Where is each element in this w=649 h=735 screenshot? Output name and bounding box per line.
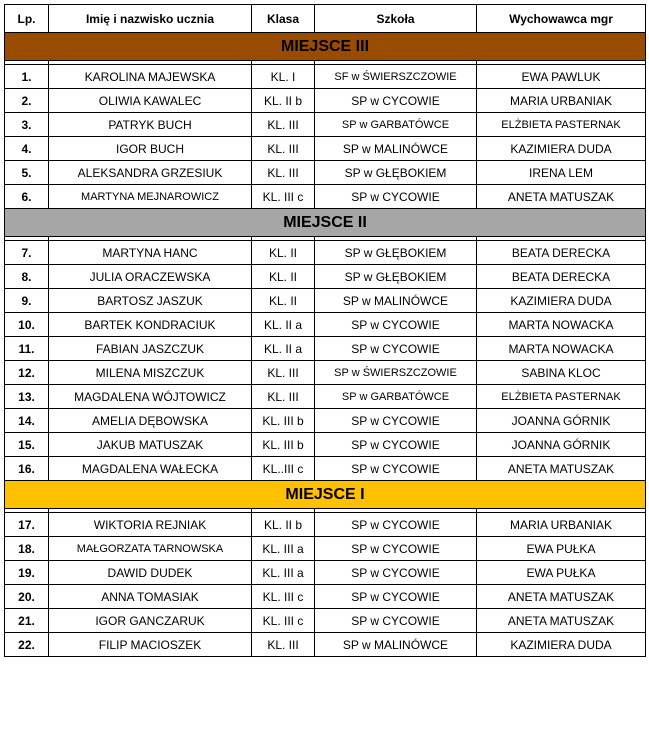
- klasa-cell: KL. II a: [252, 313, 315, 337]
- wychowawca-cell: MARIA URBANIAK: [477, 89, 646, 113]
- szkola-cell: SP w MALINÓWCE: [315, 137, 477, 161]
- lp-cell: 10.: [5, 313, 49, 337]
- lp-cell: 3.: [5, 113, 49, 137]
- lp-cell: 15.: [5, 433, 49, 457]
- klasa-cell: KL. II b: [252, 513, 315, 537]
- table-row: [5, 537, 646, 561]
- name-cell: FILIP MACIOSZEK: [49, 633, 252, 657]
- klasa-cell: KL. III: [252, 361, 315, 385]
- results-table: [4, 4, 646, 657]
- wychowawca-cell: JOANNA GÓRNIK: [477, 433, 646, 457]
- name-cell: FABIAN JASZCZUK: [49, 337, 252, 361]
- table-row: [5, 289, 646, 313]
- klasa-cell: KL. III a: [252, 537, 315, 561]
- lp-cell: 17.: [5, 513, 49, 537]
- name-cell: DAWID DUDEK: [49, 561, 252, 585]
- szkola-cell: SP w GŁĘBOKIEM: [315, 161, 477, 185]
- name-cell: BARTEK KONDRACIUK: [49, 313, 252, 337]
- klasa-cell: KL. II: [252, 289, 315, 313]
- lp-cell: 1.: [5, 65, 49, 89]
- table-row: [5, 313, 646, 337]
- lp-cell: 19.: [5, 561, 49, 585]
- table-row: [5, 265, 646, 289]
- header-name: Imię i nazwisko ucznia: [49, 5, 252, 33]
- szkola-cell: SP w GŁĘBOKIEM: [315, 265, 477, 289]
- wychowawca-cell: MARIA URBANIAK: [477, 513, 646, 537]
- lp-cell: 7.: [5, 241, 49, 265]
- section-title: MIEJSCE III: [5, 33, 646, 61]
- szkola-cell: SP w CYCOWIE: [315, 561, 477, 585]
- szkola-cell: SP w GARBATÓWCE: [315, 113, 477, 137]
- table-row: [5, 633, 646, 657]
- name-cell: WIKTORIA REJNIAK: [49, 513, 252, 537]
- wychowawca-cell: KAZIMIERA DUDA: [477, 633, 646, 657]
- klasa-cell: KL. II b: [252, 89, 315, 113]
- wychowawca-cell: ANETA MATUSZAK: [477, 585, 646, 609]
- wychowawca-cell: KAZIMIERA DUDA: [477, 289, 646, 313]
- lp-cell: 8.: [5, 265, 49, 289]
- szkola-cell: SP w CYCOWIE: [315, 337, 477, 361]
- name-cell: MAGDALENA WAŁECKA: [49, 457, 252, 481]
- klasa-cell: KL. II: [252, 265, 315, 289]
- klasa-cell: KL. I: [252, 65, 315, 89]
- name-cell: MAGDALENA WÓJTOWICZ: [49, 385, 252, 409]
- lp-cell: 13.: [5, 385, 49, 409]
- klasa-cell: KL..III c: [252, 457, 315, 481]
- table-row: [5, 65, 646, 89]
- szkola-cell: SP w CYCOWIE: [315, 89, 477, 113]
- lp-cell: 2.: [5, 89, 49, 113]
- wychowawca-cell: EWA PUŁKA: [477, 561, 646, 585]
- lp-cell: 12.: [5, 361, 49, 385]
- klasa-cell: KL. III c: [252, 185, 315, 209]
- section-header-row: [5, 33, 646, 61]
- table-row: [5, 337, 646, 361]
- name-cell: MARTYNA MEJNAROWICZ: [49, 185, 252, 209]
- wychowawca-cell: EWA PAWLUK: [477, 65, 646, 89]
- name-cell: JULIA ORACZEWSKA: [49, 265, 252, 289]
- szkola-cell: SP w CYCOWIE: [315, 185, 477, 209]
- wychowawca-cell: JOANNA GÓRNIK: [477, 409, 646, 433]
- lp-cell: 20.: [5, 585, 49, 609]
- section-header-row: [5, 209, 646, 237]
- table-row: [5, 185, 646, 209]
- name-cell: PATRYK BUCH: [49, 113, 252, 137]
- szkola-cell: SP w CYCOWIE: [315, 409, 477, 433]
- header-szkola: Szkoła: [315, 5, 477, 33]
- table-row: [5, 137, 646, 161]
- header-wychowawca: Wychowawca mgr: [477, 5, 646, 33]
- wychowawca-cell: ELŻBIETA PASTERNAK: [477, 113, 646, 137]
- klasa-cell: KL. III a: [252, 561, 315, 585]
- wychowawca-cell: MARTA NOWACKA: [477, 313, 646, 337]
- name-cell: MAŁGORZATA TARNOWSKA: [49, 537, 252, 561]
- lp-cell: 4.: [5, 137, 49, 161]
- lp-cell: 16.: [5, 457, 49, 481]
- szkola-cell: SP w GARBATÓWCE: [315, 385, 477, 409]
- table-row: [5, 457, 646, 481]
- szkola-cell: SF w ŚWIERSZCZOWIE: [315, 65, 477, 89]
- wychowawca-cell: EWA PUŁKA: [477, 537, 646, 561]
- table-row: [5, 513, 646, 537]
- szkola-cell: SP w CYCOWIE: [315, 457, 477, 481]
- szkola-cell: SP w ŚWIERSZCZOWIE: [315, 361, 477, 385]
- klasa-cell: KL. II a: [252, 337, 315, 361]
- klasa-cell: KL. III: [252, 113, 315, 137]
- wychowawca-cell: IRENA LEM: [477, 161, 646, 185]
- name-cell: IGOR BUCH: [49, 137, 252, 161]
- lp-cell: 9.: [5, 289, 49, 313]
- klasa-cell: KL. III b: [252, 433, 315, 457]
- table-row: [5, 161, 646, 185]
- name-cell: MARTYNA HANC: [49, 241, 252, 265]
- wychowawca-cell: KAZIMIERA DUDA: [477, 137, 646, 161]
- klasa-cell: KL. III c: [252, 585, 315, 609]
- szkola-cell: SP w CYCOWIE: [315, 537, 477, 561]
- section-title: MIEJSCE II: [5, 209, 646, 237]
- szkola-cell: SP w MALINÓWCE: [315, 633, 477, 657]
- name-cell: ANNA TOMASIAK: [49, 585, 252, 609]
- szkola-cell: SP w CYCOWIE: [315, 433, 477, 457]
- wychowawca-cell: BEATA DERECKA: [477, 241, 646, 265]
- table-row: [5, 585, 646, 609]
- szkola-cell: SP w CYCOWIE: [315, 513, 477, 537]
- lp-cell: 11.: [5, 337, 49, 361]
- szkola-cell: SP w MALINÓWCE: [315, 289, 477, 313]
- szkola-cell: SP w CYCOWIE: [315, 585, 477, 609]
- wychowawca-cell: ANETA MATUSZAK: [477, 457, 646, 481]
- table-row: [5, 89, 646, 113]
- name-cell: OLIWIA KAWALEC: [49, 89, 252, 113]
- name-cell: JAKUB MATUSZAK: [49, 433, 252, 457]
- szkola-cell: SP w CYCOWIE: [315, 609, 477, 633]
- table-row: [5, 609, 646, 633]
- szkola-cell: SP w GŁĘBOKIEM: [315, 241, 477, 265]
- wychowawca-cell: MARTA NOWACKA: [477, 337, 646, 361]
- name-cell: BARTOSZ JASZUK: [49, 289, 252, 313]
- name-cell: ALEKSANDRA GRZESIUK: [49, 161, 252, 185]
- wychowawca-cell: BEATA DERECKA: [477, 265, 646, 289]
- name-cell: MILENA MISZCZUK: [49, 361, 252, 385]
- szkola-cell: SP w CYCOWIE: [315, 313, 477, 337]
- lp-cell: 5.: [5, 161, 49, 185]
- lp-cell: 14.: [5, 409, 49, 433]
- header-lp: Lp.: [5, 5, 49, 33]
- table-row: [5, 113, 646, 137]
- klasa-cell: KL. III: [252, 633, 315, 657]
- wychowawca-cell: ANETA MATUSZAK: [477, 609, 646, 633]
- lp-cell: 18.: [5, 537, 49, 561]
- name-cell: IGOR GANCZARUK: [49, 609, 252, 633]
- header-klasa: Klasa: [252, 5, 315, 33]
- lp-cell: 6.: [5, 185, 49, 209]
- table-row: [5, 409, 646, 433]
- section-header-row: [5, 481, 646, 509]
- table-row: [5, 561, 646, 585]
- name-cell: AMELIA DĘBOWSKA: [49, 409, 252, 433]
- name-cell: KAROLINA MAJEWSKA: [49, 65, 252, 89]
- wychowawca-cell: ELŻBIETA PASTERNAK: [477, 385, 646, 409]
- table-row: [5, 241, 646, 265]
- table-row: [5, 361, 646, 385]
- klasa-cell: KL. II: [252, 241, 315, 265]
- klasa-cell: KL. III: [252, 161, 315, 185]
- lp-cell: 22.: [5, 633, 49, 657]
- table-row: [5, 385, 646, 409]
- header-row: [5, 5, 646, 33]
- wychowawca-cell: ANETA MATUSZAK: [477, 185, 646, 209]
- table-row: [5, 433, 646, 457]
- klasa-cell: KL. III: [252, 137, 315, 161]
- section-title: MIEJSCE I: [5, 481, 646, 509]
- klasa-cell: KL. III: [252, 385, 315, 409]
- wychowawca-cell: SABINA KLOC: [477, 361, 646, 385]
- table-body: [5, 33, 646, 657]
- lp-cell: 21.: [5, 609, 49, 633]
- klasa-cell: KL. III c: [252, 609, 315, 633]
- klasa-cell: KL. III b: [252, 409, 315, 433]
